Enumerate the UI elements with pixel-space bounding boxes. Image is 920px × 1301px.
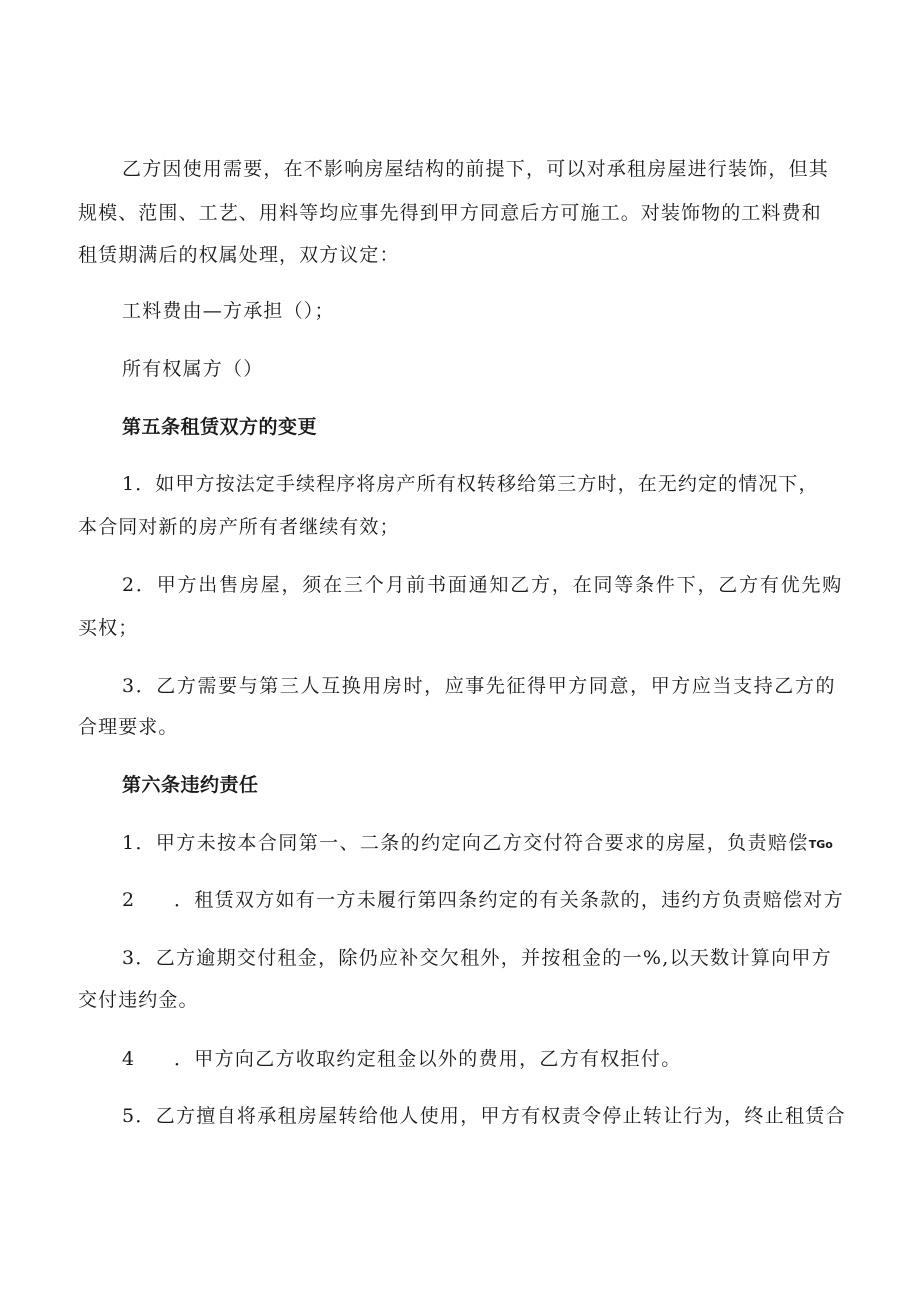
item-line: 3．乙方逾期交付租金，除仍应补交欠租外，并按租金的一%,以天数计算向甲方 — [122, 947, 832, 969]
article-6-item-3-cont — [78, 991, 788, 1010]
article-5-item-2-cont — [78, 619, 788, 638]
cost-line-text: 工料费由—方承担（）； — [122, 300, 335, 322]
item-line: 2．甲方出售房屋，须在三个月前书面通知乙方，在同等条件下，乙方有优先购 — [122, 574, 844, 596]
article-6-item-5 — [122, 1105, 846, 1127]
item-line: 3．乙方需要与第三人互换用房时，应事先征得甲方同意，甲方应当支持乙方的 — [122, 675, 837, 697]
item-line: ．甲方向乙方收取约定租金以外的费用，乙方有权拒付。 — [174, 1048, 682, 1070]
article-5-item-1-cont — [78, 518, 788, 537]
item-line: 交付违约金。 — [78, 989, 199, 1011]
article-5-item-3 — [122, 675, 837, 697]
paragraph-line: 乙方因使用需要，在不影响房屋结构的前提下，可以对承租房屋进行装饰，但其 — [122, 158, 830, 180]
paragraph-line — [78, 246, 788, 265]
paragraph-decoration — [122, 160, 832, 179]
article-6-item-2 — [122, 889, 844, 911]
item-suffix: TGo — [808, 838, 833, 851]
item-line: 买权； — [78, 617, 139, 639]
ownership-line-text: 所有权属方（） — [122, 358, 264, 380]
item-line: 1．如甲方按法定手续程序将房产所有权转移给第三方时，在无约定的情况下， — [122, 473, 819, 495]
article-6-heading: 第六条违约责任 — [122, 774, 259, 796]
paragraph-line — [78, 202, 822, 224]
item-line: 5．乙方擅自将承租房屋转给他人使用，甲方有权责令停止转让行为，终止租赁合 — [122, 1105, 846, 1127]
article-6-item-1 — [122, 834, 832, 853]
article-5-heading: 第五条租赁双方的变更 — [122, 416, 318, 438]
item-line: ．租赁双方如有一方未履行第四条约定的有关条款的，违约方负责赔偿对方 — [174, 889, 844, 911]
article-6-item-3 — [122, 949, 832, 968]
item-number: 4 — [122, 1048, 136, 1070]
cost-line — [122, 302, 832, 321]
ownership-line — [122, 360, 832, 379]
article-5-item-1 — [122, 475, 832, 494]
item-line: 1．甲方未按本合同第一、二条的约定向乙方交付符合要求的房屋，负责赔偿 — [122, 832, 809, 854]
article-5-item-3-cont — [78, 718, 788, 737]
paragraph-line-text: 规模、范围、工艺、用料等均应事先得到甲方同意后方可施工。对装饰物的工料费和 — [78, 202, 822, 224]
item-number: 2 — [122, 889, 136, 911]
article-6-item-4 — [122, 1050, 832, 1069]
item-line: 合理要求。 — [78, 716, 179, 738]
article-5-item-2 — [122, 574, 844, 596]
paragraph-line-text: 租赁期满后的权属处理，双方议定： — [78, 244, 400, 266]
item-line: 本合同对新的房产所有者继续有效； — [78, 516, 400, 538]
